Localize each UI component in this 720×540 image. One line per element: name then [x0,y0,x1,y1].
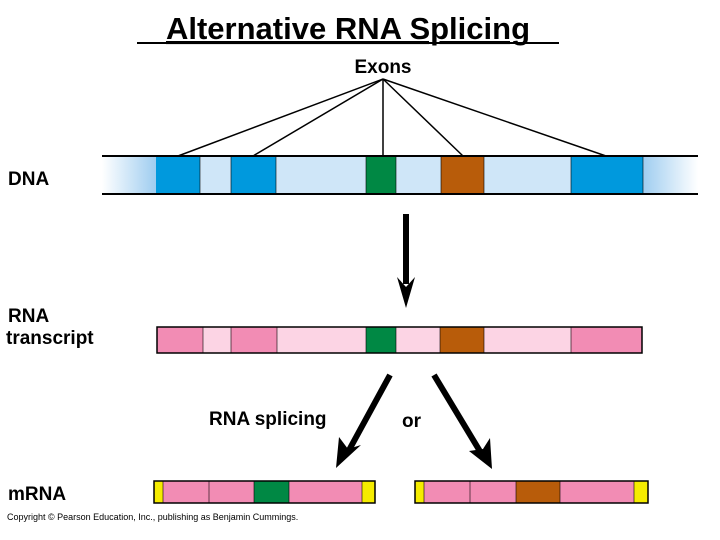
mrna-variant-1 [154,481,375,503]
mrna1-tail [362,481,375,503]
exons-label: Exons [354,57,412,78]
dna-strand [102,156,698,194]
mrna2-exon-brown [516,481,560,503]
rna-exon-3 [366,327,396,353]
mrna-variant-2 [415,481,648,503]
rna-transcript-strand [157,327,642,353]
rna-exon-2 [231,327,277,353]
rna-exon-1 [157,327,203,353]
rna-transcript-label-line2: transcript [6,328,94,349]
transcription-arrow [397,214,415,308]
or-label: or [402,411,421,432]
dna-exon-2 [231,156,276,194]
rna-splicing-label: RNA splicing [209,409,327,430]
copyright-notice: Copyright © Pearson Education, Inc., publishing as Benjamin Cummings. [7,512,299,522]
dna-exon-1 [156,156,200,194]
mrna-label: mRNA [8,484,67,505]
dna-exon-5 [571,156,643,194]
dna-exon-4 [441,156,484,194]
mrna2-cap [415,481,424,503]
dna-label: DNA [8,169,50,190]
splicing-arrow-left [336,375,390,468]
mrna2-tail [634,481,648,503]
rna-exon-5 [571,327,642,353]
dna-intron [156,156,643,194]
rna-exon-4 [440,327,484,353]
exon-pointer-lines [178,79,606,156]
mrna1-exon-green [254,481,289,503]
page-title: Alternative RNA Splicing [165,11,531,46]
dna-exon-3 [366,156,396,194]
rna-intron [157,327,642,353]
rna-transcript-label-line1: RNA [8,306,50,327]
splicing-arrow-right [434,375,492,469]
mrna1-cap [154,481,163,503]
